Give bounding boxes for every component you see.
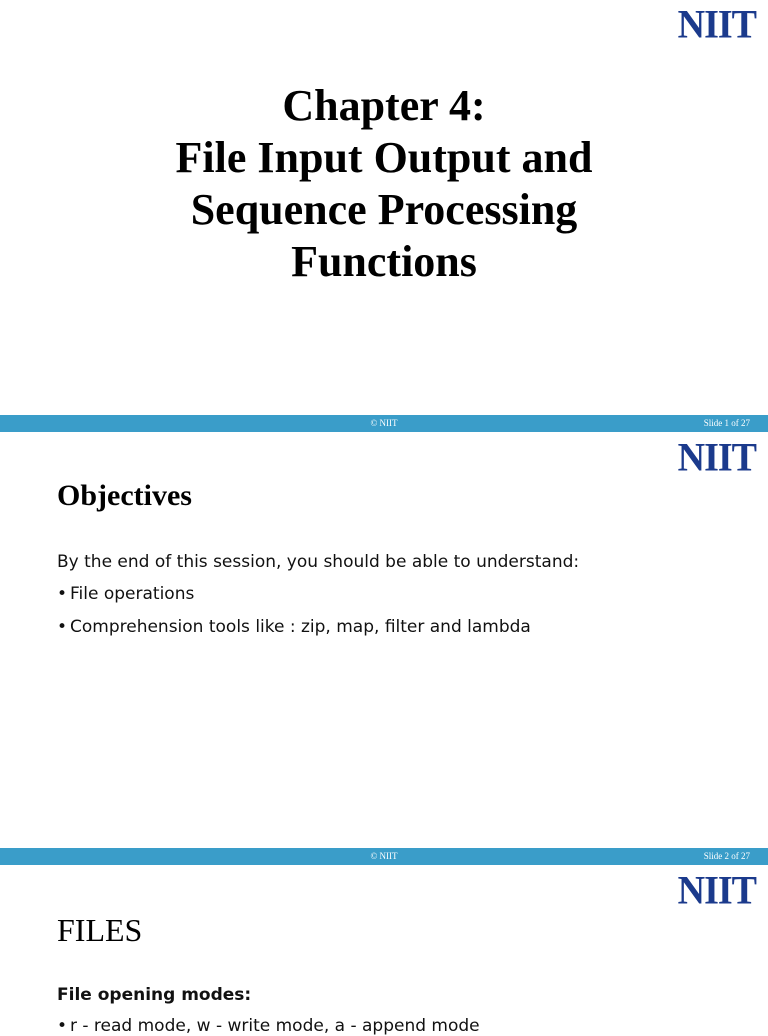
slide-footer bbox=[0, 848, 768, 865]
bullet-dot-icon: • bbox=[57, 1016, 68, 1036]
niit-logo: NIIT bbox=[677, 868, 756, 914]
objective-bullet-1 bbox=[57, 584, 194, 604]
slide-number: Slide 1 of 27 bbox=[703, 418, 750, 428]
chapter-title-line-3: Sequence Processing bbox=[190, 185, 578, 234]
bullet-dot-icon: • bbox=[57, 617, 68, 637]
objectives-intro: By the end of this session, you should be able to understand: bbox=[57, 552, 580, 572]
slide-3 bbox=[0, 866, 768, 1036]
slide-1 bbox=[0, 0, 768, 433]
objective-bullet-2 bbox=[57, 617, 531, 637]
slide-number: Slide 2 of 27 bbox=[703, 851, 750, 861]
file-modes-subheading: File opening modes: bbox=[57, 985, 252, 1005]
objective-text: Comprehension tools like : zip, map, filter and lambda bbox=[70, 617, 531, 637]
slide-footer bbox=[0, 415, 768, 432]
slide-2 bbox=[0, 433, 768, 866]
files-heading: FILES bbox=[57, 912, 143, 948]
footer-copyright: © NIIT bbox=[370, 418, 398, 428]
chapter-title-line-2: File Input Output and bbox=[175, 133, 593, 182]
niit-logo: NIIT bbox=[677, 2, 756, 48]
objective-text: File operations bbox=[70, 584, 195, 604]
niit-logo: NIIT bbox=[677, 435, 756, 481]
chapter-title-line-4: Functions bbox=[291, 237, 477, 286]
file-modes-text: r - read mode, w - write mode, a - append mode bbox=[70, 1016, 480, 1036]
objectives-heading: Objectives bbox=[57, 479, 192, 512]
footer-copyright: © NIIT bbox=[370, 851, 398, 861]
file-modes-line bbox=[57, 1016, 480, 1036]
bullet-dot-icon: • bbox=[57, 584, 68, 604]
chapter-title-line-1: Chapter 4: bbox=[282, 81, 486, 130]
